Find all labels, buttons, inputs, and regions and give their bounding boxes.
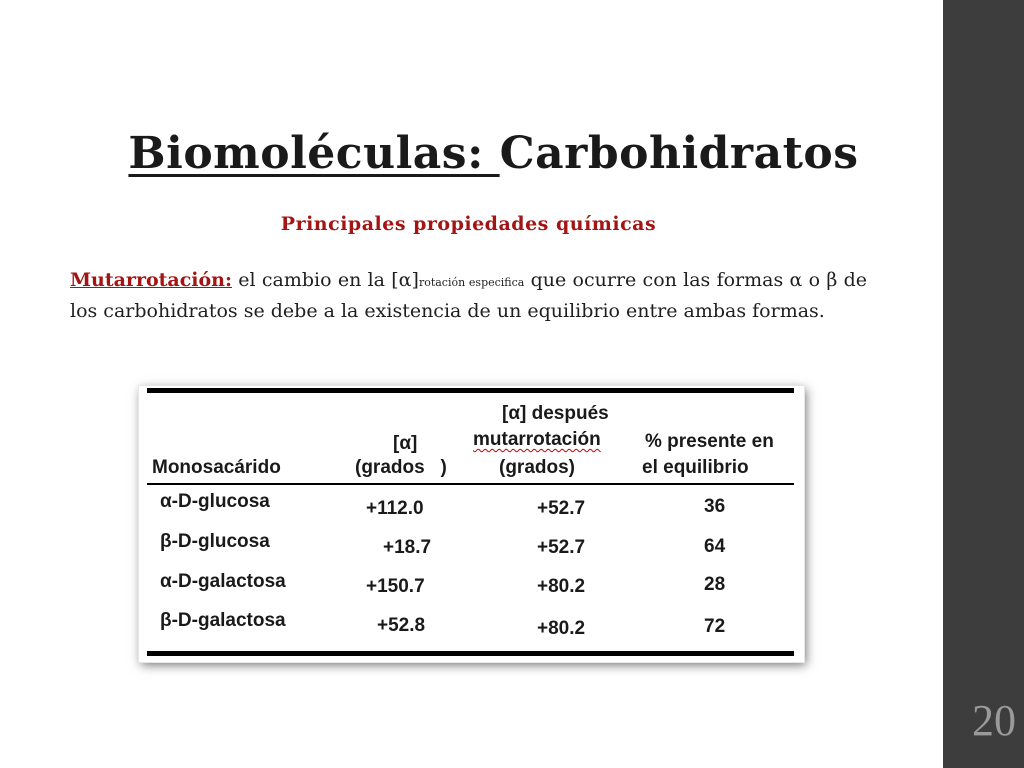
header-alpha-after: [α] después xyxy=(502,403,609,424)
cell-percent: 28 xyxy=(704,574,726,595)
text-part: el cambio en la [ xyxy=(232,269,399,291)
table-top-rule xyxy=(147,388,794,393)
cell-after: +52.7 xyxy=(537,498,586,519)
cell-name: α-D-glucosa xyxy=(160,491,270,512)
title-underlined: Biomoléculas: xyxy=(128,128,500,179)
table-image xyxy=(139,386,804,662)
subscript-text: rotación especifica xyxy=(418,276,525,289)
alpha-symbol: α xyxy=(398,269,412,291)
cell-alpha: +112.0 xyxy=(366,498,424,519)
table-header-rule xyxy=(147,483,794,485)
slide-subtitle: Principales propiedades químicas xyxy=(280,213,657,235)
cell-name: β-D-glucosa xyxy=(160,531,270,552)
cell-after: +80.2 xyxy=(537,618,586,639)
alpha-symbol: α xyxy=(789,269,803,291)
cell-alpha: +150.7 xyxy=(366,576,425,597)
slide-title xyxy=(0,128,987,179)
page-number: 20 xyxy=(972,696,1016,745)
cell-alpha: +52.8 xyxy=(377,615,426,636)
beta-symbol: β xyxy=(826,269,838,291)
header-grados: (grados ) xyxy=(355,457,447,478)
cell-name: β-D-galactosa xyxy=(160,610,286,631)
sidebar-panel xyxy=(943,0,1024,768)
cell-percent: 72 xyxy=(704,616,726,637)
header-monosacarido: Monosacárido xyxy=(152,457,281,478)
text-part: de los carbohidratos se debe a la existencia de un equilibrio entre ambas formas. xyxy=(70,269,868,322)
header-percent: % presente en xyxy=(645,431,774,452)
header-equilibrio: el equilibrio xyxy=(642,457,749,478)
header-alpha: [α] xyxy=(393,433,418,454)
text-part: que ocurre con las formas xyxy=(524,269,790,291)
table-bottom-rule xyxy=(147,651,794,656)
title-rest: Carbohidratos xyxy=(499,128,859,179)
data-table xyxy=(147,388,794,656)
cell-after: +80.2 xyxy=(537,576,586,597)
cell-percent: 36 xyxy=(704,496,726,517)
cell-after: +52.7 xyxy=(537,537,586,558)
term-label: Mutarrotación: xyxy=(70,269,233,291)
cell-alpha: +18.7 xyxy=(383,537,432,558)
header-mutarrotacion: mutarrotación xyxy=(473,429,601,450)
definition-paragraph xyxy=(70,266,867,325)
cell-percent: 64 xyxy=(704,536,726,557)
cell-name: α-D-galactosa xyxy=(160,571,286,592)
header-grados-2: (grados) xyxy=(499,457,575,478)
text-part: ] xyxy=(411,269,419,291)
text-part: o xyxy=(802,269,827,291)
